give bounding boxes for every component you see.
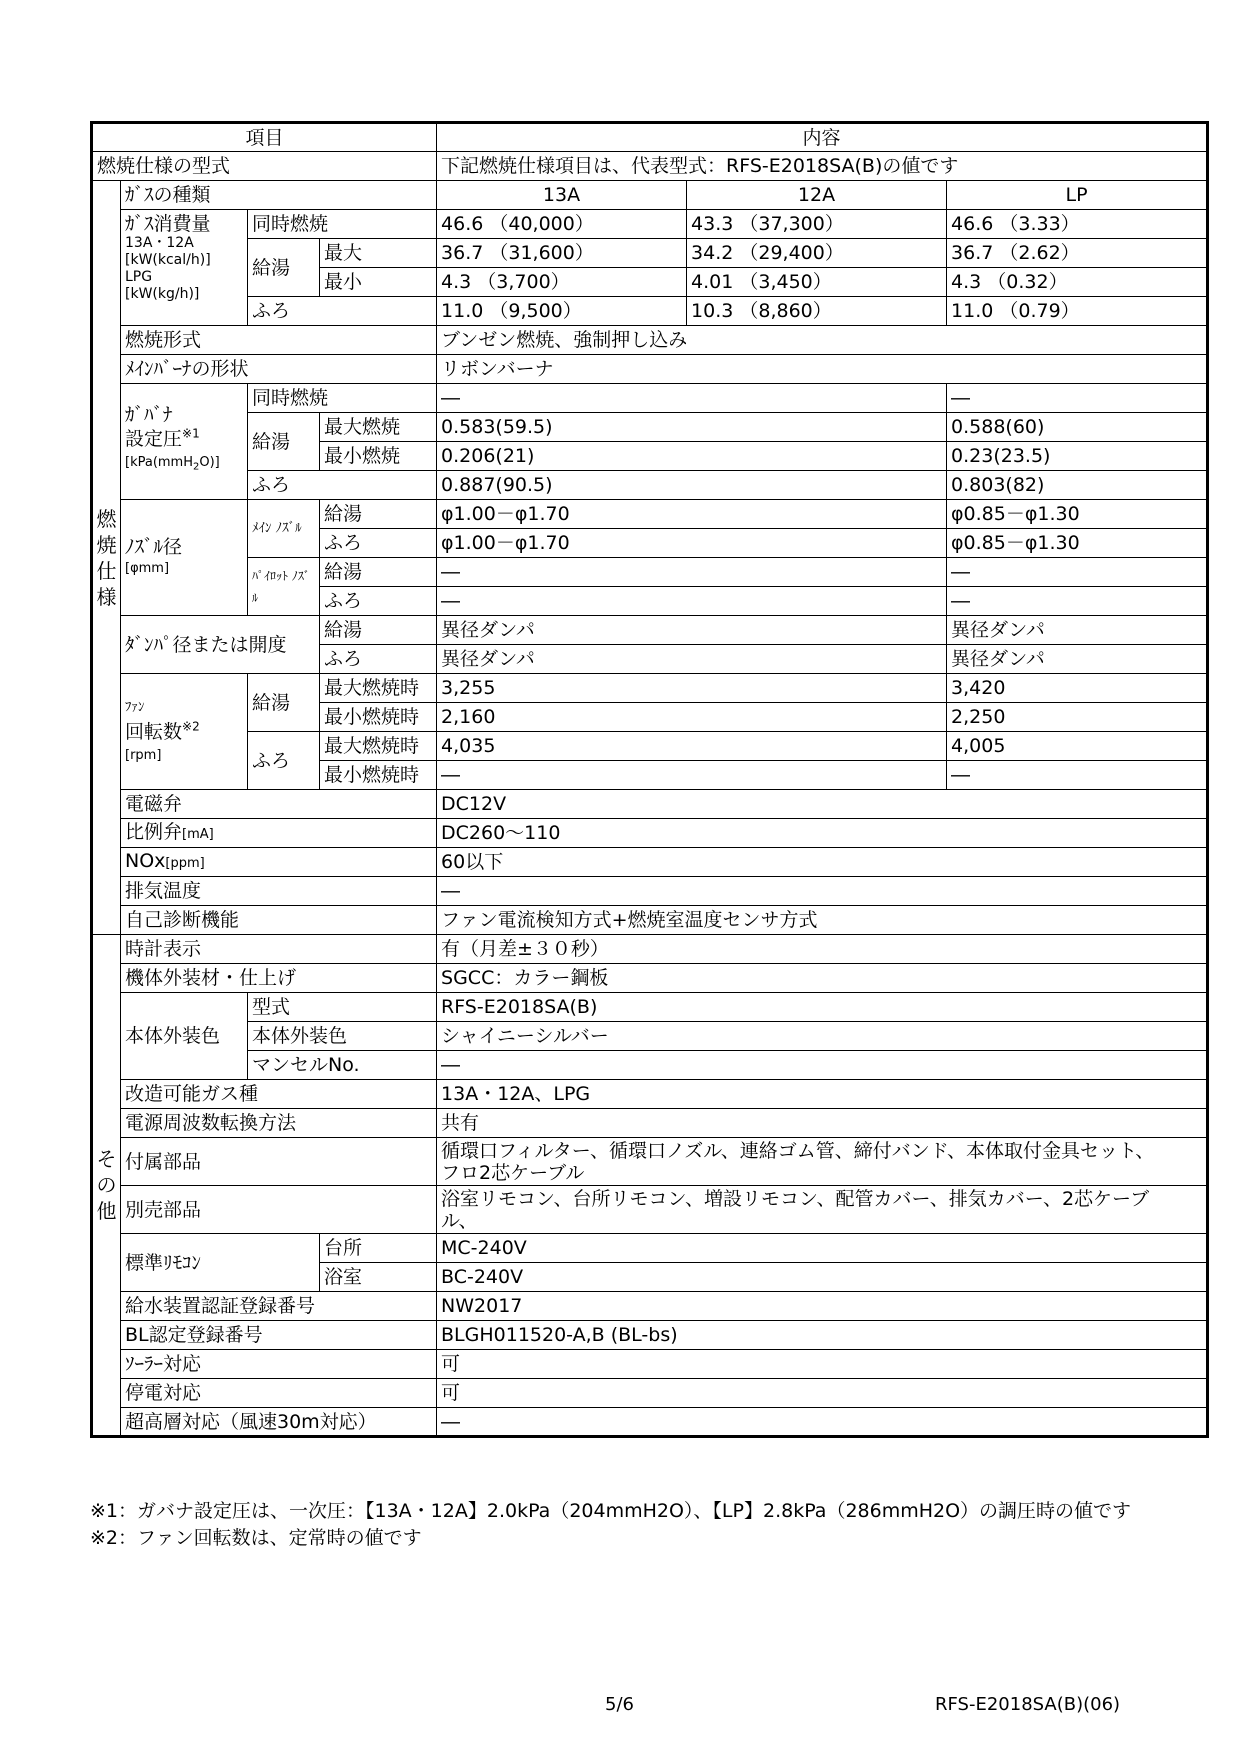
power-outage-row: 停電対応 可 — [92, 1379, 1208, 1408]
fan-label: ﾌｧﾝ 回転数$^{※2}$ [rpm] — [121, 674, 248, 790]
governor-min-row: 最小燃焼 0.206(21) 0.23(23.5) — [92, 442, 1208, 471]
remote-bathroom-row: 浴室 BC-240V — [92, 1263, 1208, 1292]
fan-hot-max-row: ﾌｧﾝ 回転数$^{※2}$ [rpm] 給湯 最大燃焼時 3,255 3,420 — [92, 674, 1208, 703]
bl-cert-row: BL認定登録番号 BLGH011520-A,B (BL-bs) — [92, 1321, 1208, 1350]
solenoid-row: 電磁弁 DC12V — [92, 790, 1208, 819]
section-combustion: 燃焼仕様 — [92, 181, 121, 935]
consumption-label: ｶﾞｽ消費量 13A・12A [kW(kcal/h)] LPG [kW(kg/h)] — [121, 210, 248, 326]
page-number: 5/6 — [605, 1694, 634, 1715]
exterior-model-row: 本体外装色 型式 RFS-E2018SA(B) — [92, 993, 1208, 1022]
damper-bath-row: ふろ 異径ダンパ 異径ダンパ — [92, 645, 1208, 674]
governor-label: ｶﾞﾊﾞﾅ 設定圧$^{※1}$ [kPa(mmH$_2$O)] — [121, 384, 248, 500]
remote-kitchen-row: 標準ﾘﾓｺﾝ 台所 MC-240V — [92, 1234, 1208, 1263]
fan-bath-max-row: ふろ 最大燃焼時 4,035 4,005 — [92, 732, 1208, 761]
frequency-row: 電源周波数転換方法 共有 — [92, 1109, 1208, 1138]
water-cert-row: 給水装置認証登録番号 NW2017 — [92, 1292, 1208, 1321]
proportional-row: 比例弁[mA] DC260～110 — [92, 819, 1208, 848]
clock-row: その他 時計表示 有（月差±３０秒） — [92, 935, 1208, 964]
note-1: ※1：ガバナ設定圧は、一次圧：【13A・12A】2.0kPa（204mmH2O）、【LP】2.8kPa（286mmH2O）の調圧時の値です — [90, 1500, 1132, 1522]
spec-table — [90, 121, 1209, 1438]
header-item: 項目 — [92, 123, 437, 152]
governor-simul-row: ｶﾞﾊﾞﾅ 設定圧$^{※1}$ [kPa(mmH$_2$O)] 同時燃焼 ― ― — [92, 384, 1208, 413]
damper-hot-row: ﾀﾞﾝﾊﾟ径または開度 給湯 異径ダンパ 異径ダンパ — [92, 616, 1208, 645]
fan-bath-min-row: 最小燃焼時 ― ― — [92, 761, 1208, 790]
munsell-row: マンセルNo. ― — [92, 1051, 1208, 1080]
fan-hot-min-row: 最小燃焼時 2,160 2,250 — [92, 703, 1208, 732]
optional-row: 別売部品 浴室リモコン、台所リモコン、増設リモコン、配管カバー、排気カバー、2芯ケーブ ル、 — [92, 1186, 1208, 1234]
solar-row: ｿｰﾗｰ対応 可 — [92, 1350, 1208, 1379]
header-content: 内容 — [437, 123, 1208, 152]
model-row: 燃焼仕様の型式 下記燃焼仕様項目は、代表型式：RFS-E2018SA(B)の値です — [92, 152, 1208, 181]
nozzle-pilot-bath-row: ふろ ― ― — [92, 587, 1208, 616]
exterior-color-row: 本体外装色 シャイニーシルバー — [92, 1022, 1208, 1051]
accessories-row: 付属部品 循環口フィルター、循環口ノズル、連絡ゴム管、締付バンド、本体取付金具セット、 フロ2芯ケーブル — [92, 1138, 1208, 1186]
self-diag-row: 自己診断機能 ファン電流検知方式+燃焼室温度センサ方式 — [92, 906, 1208, 935]
exhaust-row: 排気温度 ― — [92, 877, 1208, 906]
header-row — [92, 123, 1208, 152]
gas-type-row: 燃焼仕様 ｶﾞｽの種類 13A 12A LP — [92, 181, 1208, 210]
section-other: その他 — [92, 935, 121, 1437]
document-id: RFS-E2018SA(B)(06) — [935, 1694, 1121, 1715]
governor-max-row: 給湯 最大燃焼 0.583(59.5) 0.588(60) — [92, 413, 1208, 442]
consumption-bath-row: ふろ 11.0 （9,500） 10.3 （8,860） 11.0 （0.79） — [92, 297, 1208, 326]
exterior-material-row: 機体外装材・仕上げ SGCC：カラー鋼板 — [92, 964, 1208, 993]
combustion-type-row: 燃焼形式 ブンゼン燃焼、強制押し込み — [92, 326, 1208, 355]
nox-row: NOx[ppm] 60以下 — [92, 848, 1208, 877]
nozzle-main-hot-row: ﾉｽﾞﾙ径 [φmm] ﾒｲﾝ ﾉｽﾞﾙ 給湯 φ1.00－φ1.70 φ0.85－φ1.30 — [92, 500, 1208, 529]
consumption-max-row: 給湯 最大 36.7 （31,600） 34.2 （29,400） 36.7 （2.62） — [92, 239, 1208, 268]
nozzle-main-bath-row: ふろ φ1.00－φ1.70 φ0.85－φ1.30 — [92, 529, 1208, 558]
burner-shape-row: ﾒｲﾝﾊﾞｰﾅの形状 リボンバーナ — [92, 355, 1208, 384]
convertible-gas-row: 改造可能ガス種 13A・12A、LPG — [92, 1080, 1208, 1109]
note-2: ※2：ファン回転数は、定常時の値です — [90, 1527, 422, 1549]
consumption-min-row: 最小 4.3 （3,700） 4.01 （3,450） 4.3 （0.32） — [92, 268, 1208, 297]
governor-bath-row: ふろ 0.887(90.5) 0.803(82) — [92, 471, 1208, 500]
high-rise-row: 超高層対応（風速30m対応） ― — [92, 1408, 1208, 1437]
consumption-simul-row: ｶﾞｽ消費量 13A・12A [kW(kcal/h)] LPG [kW(kg/h)] 同時燃焼 46.6 （40,000） 43.3 （37,300） 46.6 （3.33） — [92, 210, 1208, 239]
nozzle-label: ﾉｽﾞﾙ径 [φmm] — [121, 500, 248, 616]
nozzle-pilot-hot-row: ﾊﾟｲﾛｯﾄ ﾉｽﾞﾙ 給湯 ― ― — [92, 558, 1208, 587]
